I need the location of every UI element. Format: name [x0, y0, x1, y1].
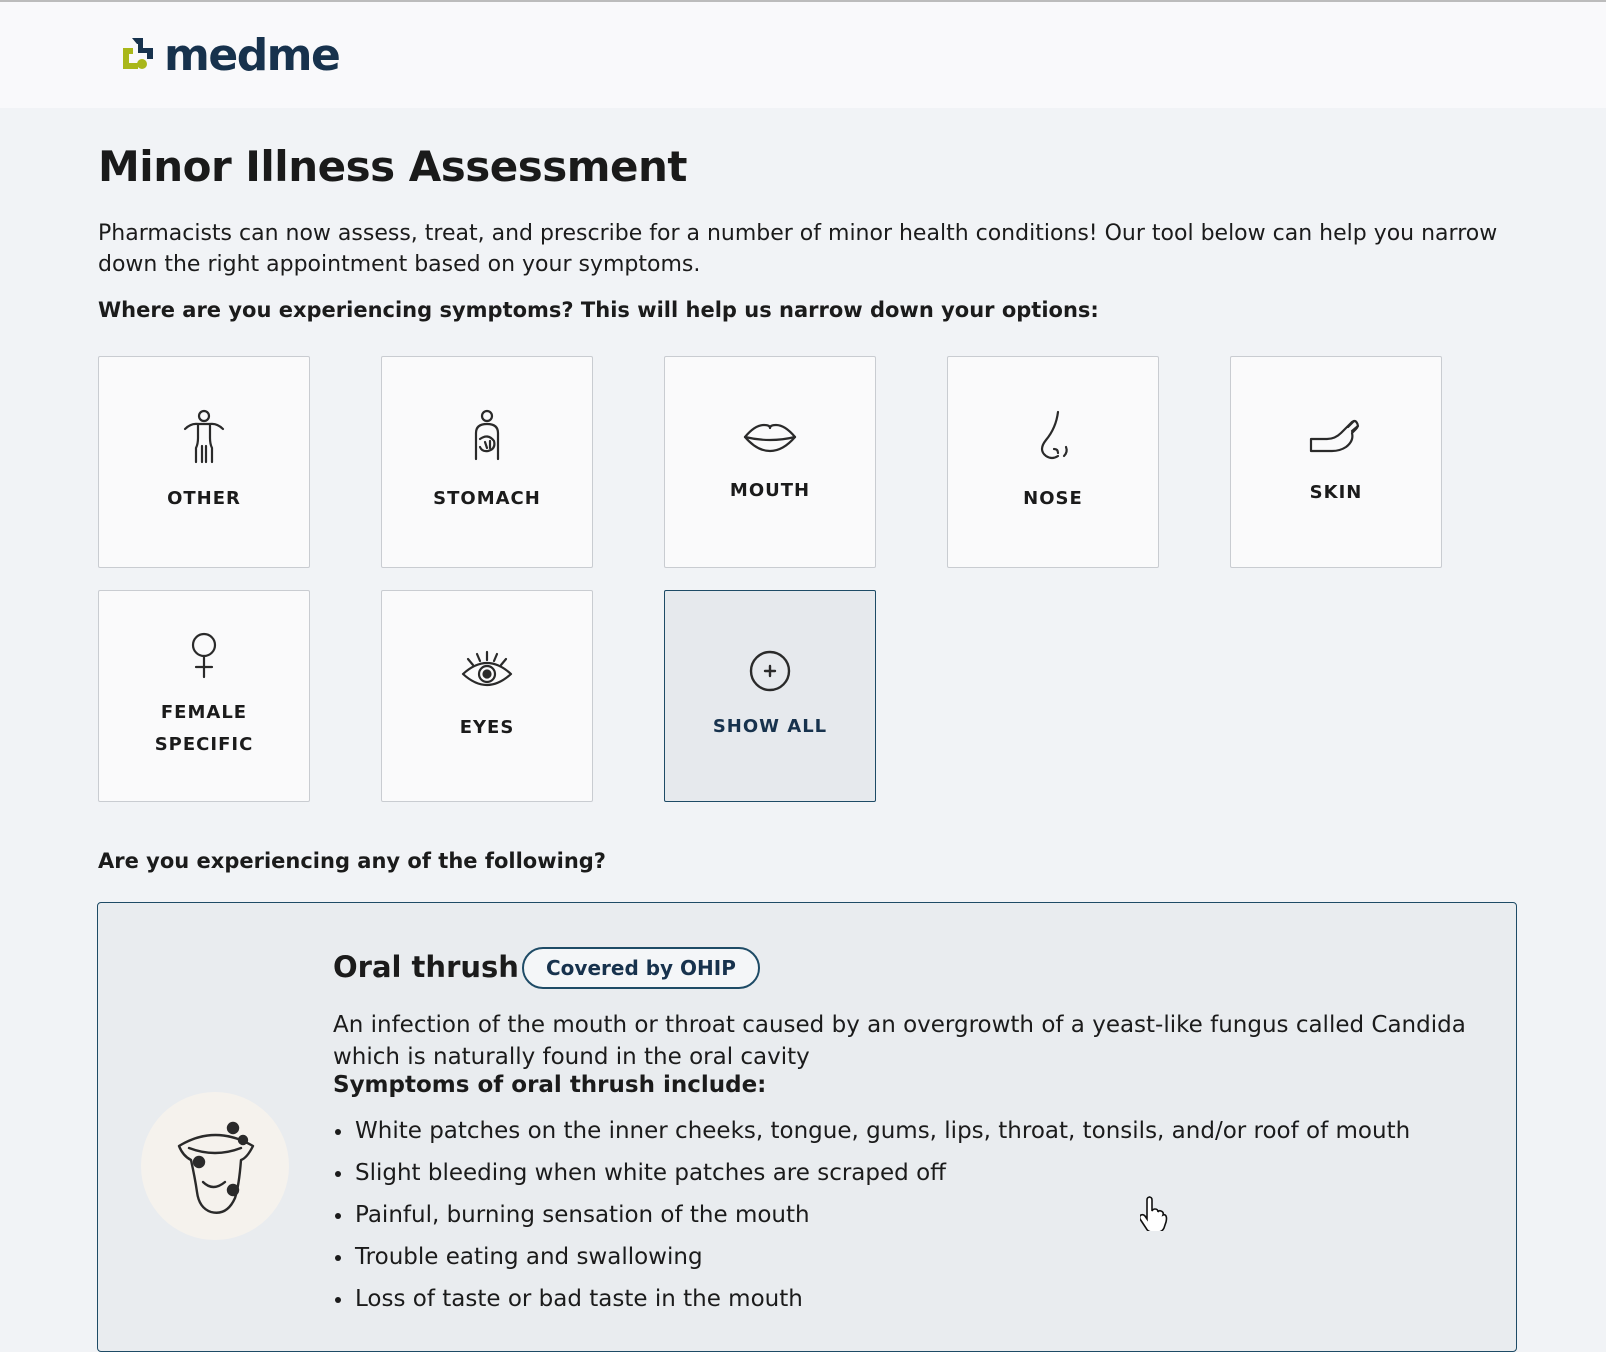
show-all-label: SHOW ALL [712, 716, 828, 737]
ohip-coverage-badge: Covered by OHIP [522, 947, 760, 989]
arm-icon [1308, 415, 1364, 463]
plus-circle-icon [748, 649, 792, 697]
nose-icon [1030, 409, 1076, 469]
category-tile-eyes[interactable] [381, 590, 593, 802]
medme-cross-logo-icon [120, 36, 156, 76]
category-label: NOSE [1023, 488, 1083, 509]
category-tile-skin[interactable] [1230, 356, 1442, 568]
female-symbol-icon [186, 631, 222, 683]
condition-title: Oral thrush [333, 950, 519, 984]
category-tile-other[interactable] [98, 356, 310, 568]
symptom-item: Trouble eating and swallowing [333, 1236, 1410, 1278]
category-tile-mouth[interactable] [664, 356, 876, 568]
category-tile-stomach[interactable] [381, 356, 593, 568]
page-title: Minor Illness Assessment [98, 142, 687, 191]
lips-icon [742, 417, 798, 461]
symptom-item: White patches on the inner cheeks, tongue, gums, lips, throat, tonsils, and/or roof of mouth [333, 1110, 1410, 1152]
symptoms-heading: Symptoms of oral thrush include: [333, 1072, 767, 1098]
symptom-location-question: Where are you experiencing symptoms? This will help us narrow down your options: [98, 298, 1099, 322]
stomach-icon [464, 409, 510, 469]
eye-icon [459, 648, 515, 698]
category-label: STOMACH [433, 488, 541, 509]
category-tile-nose[interactable] [947, 356, 1159, 568]
following-question: Are you experiencing any of the following? [98, 849, 606, 873]
symptoms-list [333, 1110, 1410, 1320]
intro-text: Pharmacists can now assess, treat, and prescribe for a number of minor health conditions! Our tool below can help you narrow down the right appointment based on your symptoms. [98, 221, 1498, 277]
symptom-item: Painful, burning sensation of the mouth [333, 1194, 1410, 1236]
oral-thrush-illustration [141, 1092, 289, 1240]
brand-name: medme [164, 30, 340, 81]
category-label: OTHER [167, 488, 241, 509]
category-label: SKIN [1309, 482, 1363, 503]
condition-description: An infection of the mouth or throat caused by an overgrowth of a yeast-like fungus called Candida which is naturally found in the oral cavity [333, 1012, 1466, 1070]
symptom-item: Slight bleeding when white patches are scraped off [333, 1152, 1410, 1194]
category-label: FEMALE SPECIFIC [154, 702, 254, 755]
category-tile-female-specific[interactable] [98, 590, 310, 802]
show-all-button[interactable] [664, 590, 876, 802]
category-label: EYES [459, 717, 515, 738]
site-header [0, 2, 1606, 108]
category-label: MOUTH [729, 480, 811, 501]
body-icon [181, 409, 227, 469]
hand-cursor-icon [1140, 1195, 1170, 1235]
symptom-item: Loss of taste or bad taste in the mouth [333, 1278, 1410, 1320]
medme-logo[interactable] [120, 30, 340, 81]
